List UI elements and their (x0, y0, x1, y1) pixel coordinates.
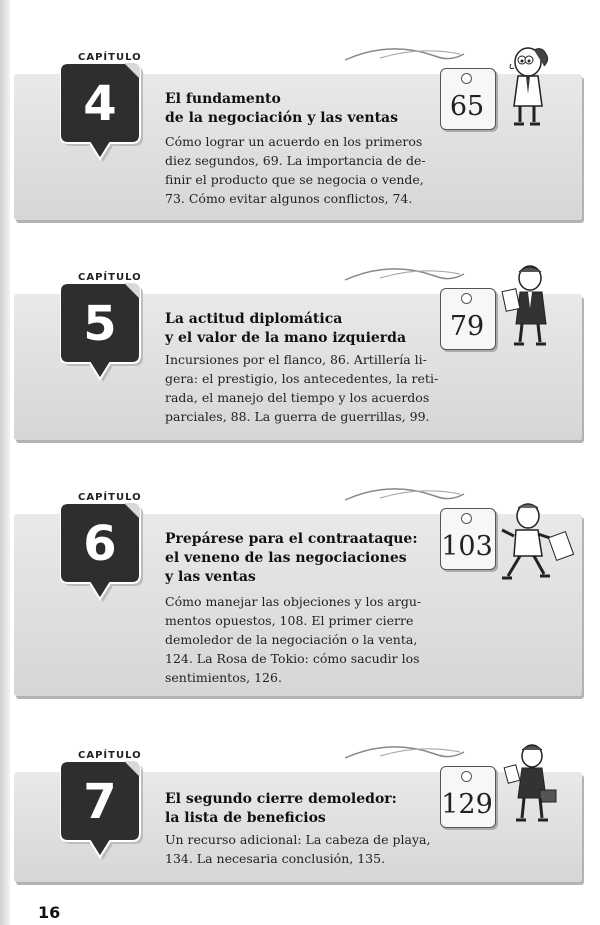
chapter-description: Un recurso adicional: La cabeza de playa, 134. La necesaria conclusión, 135. (165, 832, 431, 866)
chapter-number: 6 (83, 516, 117, 572)
tag-hole (461, 293, 472, 304)
chapter-description: Cómo lograr un acuerdo en los primeros diez segundos, 69. La importancia de de- finir el producto que se negocia o vende, 73. Cómo evitar algunos conflictos, 74. (165, 134, 426, 206)
chapter-number-badge (60, 501, 144, 605)
chapter-label: CAPÍTULO (78, 492, 142, 503)
page-number-tag: 129 (441, 789, 493, 820)
chapter-description: Incursiones por el flanco, 86. Artillería li- gera: el prestigio, los antecedentes, la reti- rada, el manejo del tiempo y los acuerdos parciales, 88. La guerra de guerrillas, 99. (165, 352, 439, 424)
page-number-tag: 103 (441, 531, 493, 562)
chapter-number: 4 (83, 76, 117, 132)
chapter-number-badge (60, 759, 144, 863)
businessman-with-briefcase-illustration (500, 740, 564, 826)
businessman-running-illustration (500, 500, 580, 584)
page-number-tag: 65 (449, 91, 485, 122)
tag-hole (461, 513, 472, 524)
page-number-tag: 79 (449, 311, 485, 342)
chapter-label: CAPÍTULO (78, 272, 142, 283)
businessman-peeking-illustration (496, 44, 560, 128)
chapter-number-badge (60, 61, 144, 165)
businessman-reading-illustration (496, 262, 560, 348)
chapter-title: La actitud diplomática y el valor de la mano izquierda (165, 311, 407, 346)
tag-hole (461, 73, 472, 84)
chapter-title: El segundo cierre demoledor: la lista de beneficios (165, 791, 397, 826)
chapter-number-badge (60, 281, 144, 385)
chapter-description: Cómo manejar las objeciones y los argu- mentos opuestos, 108. El primer cierre demoledor de la negociación o la venta, 124. La Rosa de Tokio: cómo sacudir los sentimientos, 126. (165, 594, 422, 685)
chapter-title: El fundamento de la negociación y las ventas (165, 91, 398, 126)
chapter-title: Prepárese para el contraataque: el veneno de las negociaciones y las ventas (165, 531, 418, 585)
chapter-label: CAPÍTULO (78, 750, 142, 761)
tag-hole (461, 771, 472, 782)
chapter-label: CAPÍTULO (78, 52, 142, 63)
chapter-number: 5 (83, 296, 117, 352)
page-binding-shadow (0, 0, 10, 925)
chapter-number: 7 (83, 774, 117, 830)
page-number: 16 (38, 903, 61, 922)
